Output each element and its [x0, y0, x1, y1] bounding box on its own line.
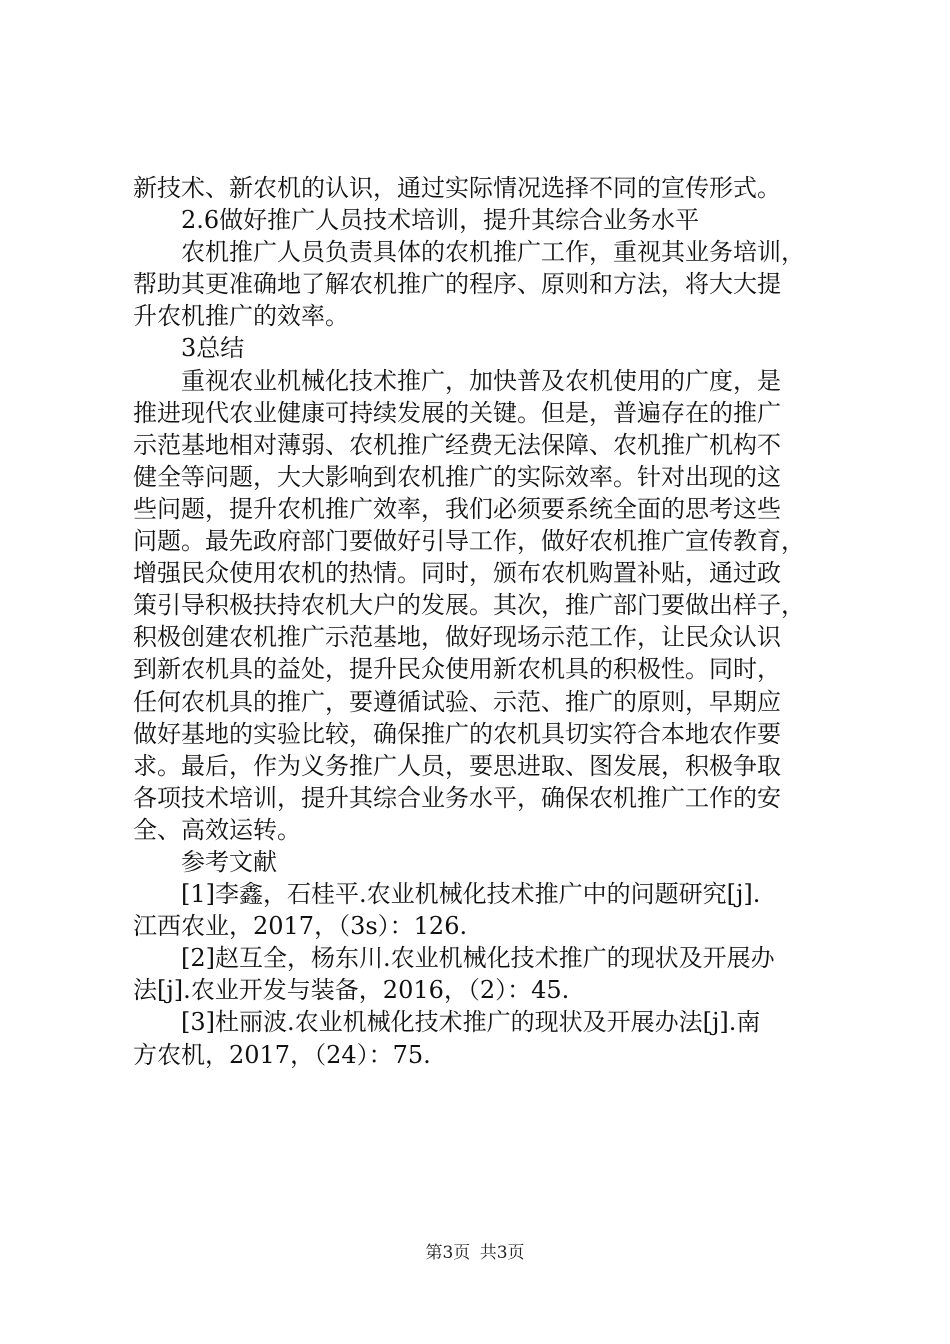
reference-line: [1]李鑫，石桂平.农业机械化技术推广中的问题研究[j]. — [181, 880, 761, 909]
page-footer — [0, 1243, 950, 1263]
paragraph-line: 重视农业机械化技术推广，加快普及农机使用的广度，是 — [181, 366, 781, 395]
paragraph-line: 策引导积极扶持农机大户的发展。其次，推广部门要做出样子， — [133, 591, 805, 620]
reference-line: 方农机，2017，（24）：75. — [133, 1040, 431, 1069]
reference-line: 江西农业，2017，（3s）：126. — [133, 912, 468, 941]
paragraph-line: 推进现代农业健康可持续发展的关键。但是，普遍存在的推广 — [133, 398, 781, 427]
paragraph-line: 健全等问题，大大影响到农机推广的实际效率。针对出现的这 — [133, 462, 781, 491]
section-heading: 2.6做好推广人员技术培训，提升其综合业务水平 — [181, 206, 700, 235]
paragraph-line: 全、高效运转。 — [133, 815, 301, 844]
paragraph-line: 示范基地相对薄弱、农机推广经费无法保障、农机推广机构不 — [133, 430, 781, 459]
paragraph-line: 求。最后，作为义务推广人员，要思进取、图发展，积极争取 — [133, 751, 781, 780]
page-number: 第3页 — [425, 1243, 471, 1263]
page-total: 共3页 — [479, 1243, 525, 1263]
document-body — [133, 172, 833, 1071]
paragraph-line: 新技术、新农机的认识，通过实际情况选择不同的宣传形式。 — [133, 174, 781, 202]
paragraph-line: 到新农机具的益处，提升民众使用新农机具的积极性。同时， — [133, 655, 781, 684]
paragraph-line: 做好基地的实验比较，确保推广的农机具切实符合本地农作要 — [133, 719, 781, 748]
references-heading: 参考文献 — [181, 847, 277, 876]
paragraph-line: 些问题，提升农机推广效率，我们必须要系统全面的思考这些 — [133, 494, 781, 523]
paragraph-line: 帮助其更准确地了解农机推广的程序、原则和方法，将大大提 — [133, 270, 781, 299]
reference-line: [2]赵互全，杨东川.农业机械化技术推广的现状及开展办 — [181, 944, 775, 973]
paragraph-line: 增强民众使用农机的热情。同时，颁布农机购置补贴，通过政 — [133, 559, 781, 588]
paragraph-line: 任何农机具的推广，要遵循试验、示范、推广的原则，早期应 — [133, 687, 781, 716]
paragraph-line: 农机推广人员负责具体的农机推广工作，重视其业务培训， — [181, 238, 805, 267]
paragraph-line: 积极创建农机推广示范基地，做好现场示范工作，让民众认识 — [133, 623, 781, 652]
paragraph-line: 各项技术培训，提升其综合业务水平，确保农机推广工作的安 — [133, 783, 781, 812]
paragraph-line: 问题。最先政府部门要做好引导工作，做好农机推广宣传教育， — [133, 527, 805, 556]
section-heading: 3总结 — [181, 334, 245, 363]
paragraph-line: 升农机推广的效率。 — [133, 302, 349, 331]
reference-line: 法[j].农业开发与装备，2016，（2）：45. — [133, 976, 570, 1005]
reference-line: [3]杜丽波.农业机械化技术推广的现状及开展办法[j].南 — [181, 1008, 761, 1037]
